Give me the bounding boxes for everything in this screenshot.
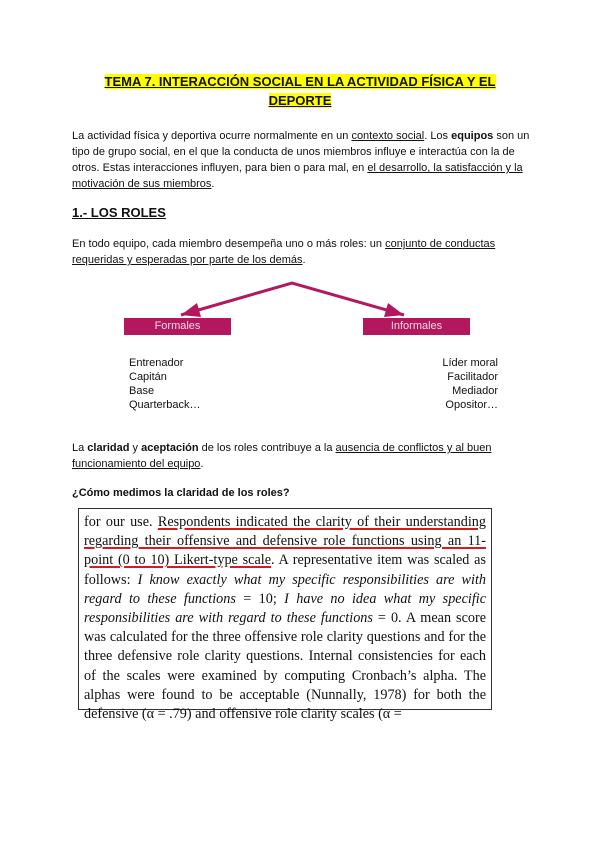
roles-underline: conjunto de conductas requeridas y esperadas por parte de los demás bbox=[72, 238, 496, 266]
excerpt-italic-1: I know exactly what my specific responsibilities are with regard to these functions bbox=[84, 571, 486, 607]
intro-text: . bbox=[211, 178, 215, 190]
intro-text: son un tipo de grupo social, en el que la conducta de unos miembros influye e interactúa con la de otros. Estas interacciones influyen, para bien o para mal, en bbox=[72, 130, 530, 174]
clarity-text: de los roles contribuye a la bbox=[198, 442, 336, 454]
arrow-line bbox=[181, 283, 404, 315]
clarity-text: . bbox=[200, 458, 204, 470]
intro-paragraph bbox=[72, 128, 532, 192]
roles-text: En todo equipo, cada miembro desempeña uno o más roles: un bbox=[72, 238, 386, 250]
intro-bold: equipos bbox=[451, 130, 494, 142]
informal-roles-box: Informales bbox=[363, 318, 470, 335]
clarity-text: La bbox=[72, 442, 88, 454]
clarity-bold-2: aceptación bbox=[141, 442, 199, 454]
formal-roles-box: Formales bbox=[124, 318, 231, 335]
page-title bbox=[70, 72, 530, 110]
formal-roles-list bbox=[129, 356, 201, 412]
list-item: Capitán bbox=[129, 371, 167, 383]
list-item: Base bbox=[129, 385, 155, 397]
section-heading-roles: 1.- LOS ROLES bbox=[72, 205, 166, 220]
excerpt-red-underline: Respondents indicated the clarity of their understanding regarding their offensive and defensive role functions using an 11-point (0 to 10) Likert-type scale bbox=[84, 514, 486, 569]
list-item: Entrenador bbox=[129, 357, 184, 369]
question-heading: ¿Cómo medimos la claridad de los roles? bbox=[72, 487, 290, 499]
clarity-bold-1: claridad bbox=[87, 442, 130, 454]
roles-definition bbox=[72, 236, 532, 268]
intro-underline-2: el desarrollo, la satisfacción y la motivación de sus miembros bbox=[72, 162, 523, 190]
clarity-text: y bbox=[129, 442, 142, 454]
list-item: Facilitador bbox=[447, 371, 498, 383]
intro-underline-1: contexto social bbox=[351, 130, 425, 142]
excerpt-italic-2: I have no idea what my specific responsibilities are with regard to these functions bbox=[84, 590, 487, 627]
excerpt-text: = 0. A mean score was calculated for the three offensive role clarity questions and for the three defensive role clarity questions. Internal consistencies for each of the scales were examined by computing Cronbach’s alpha. The alphas were found to be acceptable (Nunnally, 1978) for both the defensive (α = .79) and offensive role clarity scales (α = bbox=[84, 610, 486, 723]
list-item: Quarterback… bbox=[129, 399, 201, 411]
title-line-2: DEPORTE bbox=[268, 93, 332, 108]
arrow-head-left bbox=[181, 303, 201, 317]
excerpt-text: . A representative item was scaled as follows: bbox=[84, 552, 486, 588]
intro-text: . Los bbox=[424, 130, 452, 142]
informal-roles-list bbox=[398, 356, 498, 412]
clarity-paragraph bbox=[72, 440, 532, 472]
paper-excerpt bbox=[78, 508, 492, 723]
title-line-1: TEMA 7. INTERACCIÓN SOCIAL EN LA ACTIVIDAD FÍSICA Y EL bbox=[104, 74, 496, 89]
roles-text: . bbox=[302, 254, 306, 266]
list-item: Mediador bbox=[452, 385, 498, 397]
list-item: Opositor… bbox=[445, 399, 498, 411]
arrow-head-right bbox=[384, 303, 404, 317]
excerpt-text: = 10; bbox=[235, 590, 285, 607]
list-item: Líder moral bbox=[442, 357, 498, 369]
excerpt-text: for our use. bbox=[84, 514, 158, 530]
clarity-underline: ausencia de conflictos y al buen funcionamiento del equipo bbox=[72, 442, 492, 470]
intro-text: La actividad física y deportiva ocurre normalmente en un bbox=[72, 130, 352, 142]
